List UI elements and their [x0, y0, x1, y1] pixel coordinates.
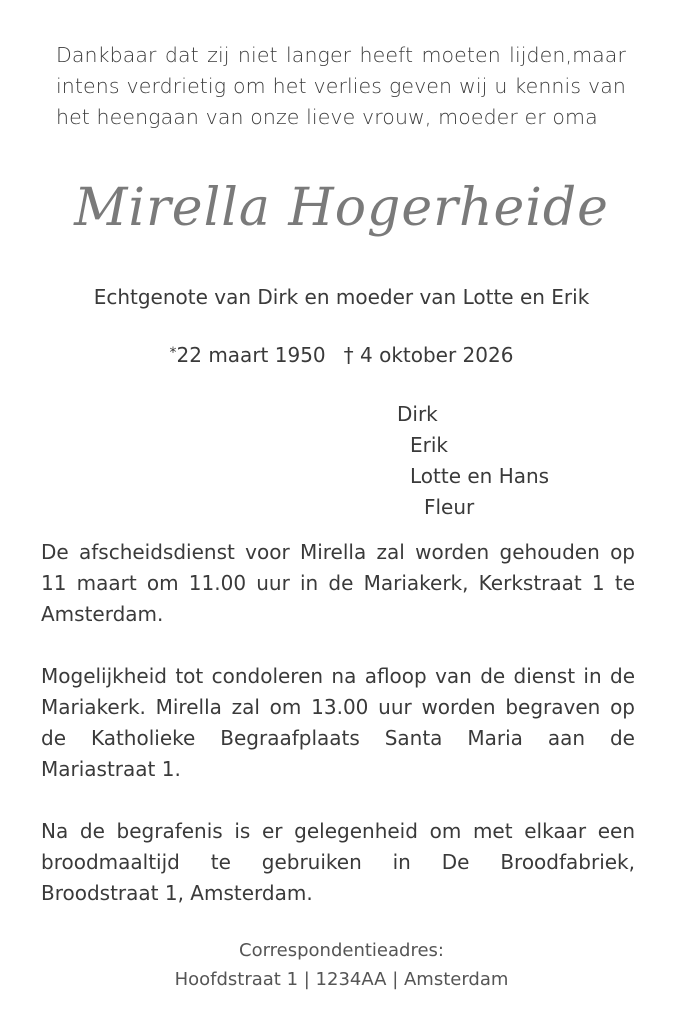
family-member: Lotte en Hans — [410, 464, 550, 488]
correspondence-label: Correspondentieadres: — [239, 940, 444, 961]
correspondence-block — [0, 936, 683, 994]
reception-paragraph: Na de begrafenis is er gelegenheid om met elkaar een broodmaaltijd te gebruiken in De Broodfabriek, Broodstraat 1, Amsterdam. — [41, 819, 635, 905]
death-date: 4 oktober 2026 — [360, 343, 514, 367]
life-dates — [0, 341, 683, 369]
deceased-name: Mirella Hogerheide — [74, 178, 609, 238]
intro-text: Dankbaar dat zij niet langer heeft moeten lijden,maar intens verdrietig om het verlies geven wij u kennis van het heengaan van onze lieve vrouw, moeder er oma — [56, 43, 626, 129]
family-member: Dirk — [397, 402, 438, 426]
family-list — [397, 399, 549, 523]
condolences-paragraph: Mogelijkheid tot condoleren na afloop van de dienst in de Mariakerk. Mirella zal om 13.00 uur worden begraven op de Katholieke Begraafplaats Santa Maria aan de Mariastraat 1. — [41, 664, 635, 781]
intro-paragraph — [56, 40, 626, 133]
family-member: Fleur — [424, 495, 475, 519]
death-symbol: † — [343, 343, 354, 367]
relation-line: Echtgenote van Dirk en moeder van Lotte en Erik — [93, 285, 590, 309]
birth-symbol: * — [169, 345, 177, 361]
birth-date: 22 maart 1950 — [176, 343, 326, 367]
details-section — [41, 537, 635, 940]
family-member: Erik — [410, 433, 448, 457]
service-paragraph: De afscheidsdienst voor Mirella zal worden gehouden op 11 maart om 11.00 uur in de Mariakerk, Kerkstraat 1 te Amsterdam. — [41, 540, 635, 626]
correspondence-address: Hoofdstraat 1 | 1234AA | Amsterdam — [174, 969, 509, 990]
